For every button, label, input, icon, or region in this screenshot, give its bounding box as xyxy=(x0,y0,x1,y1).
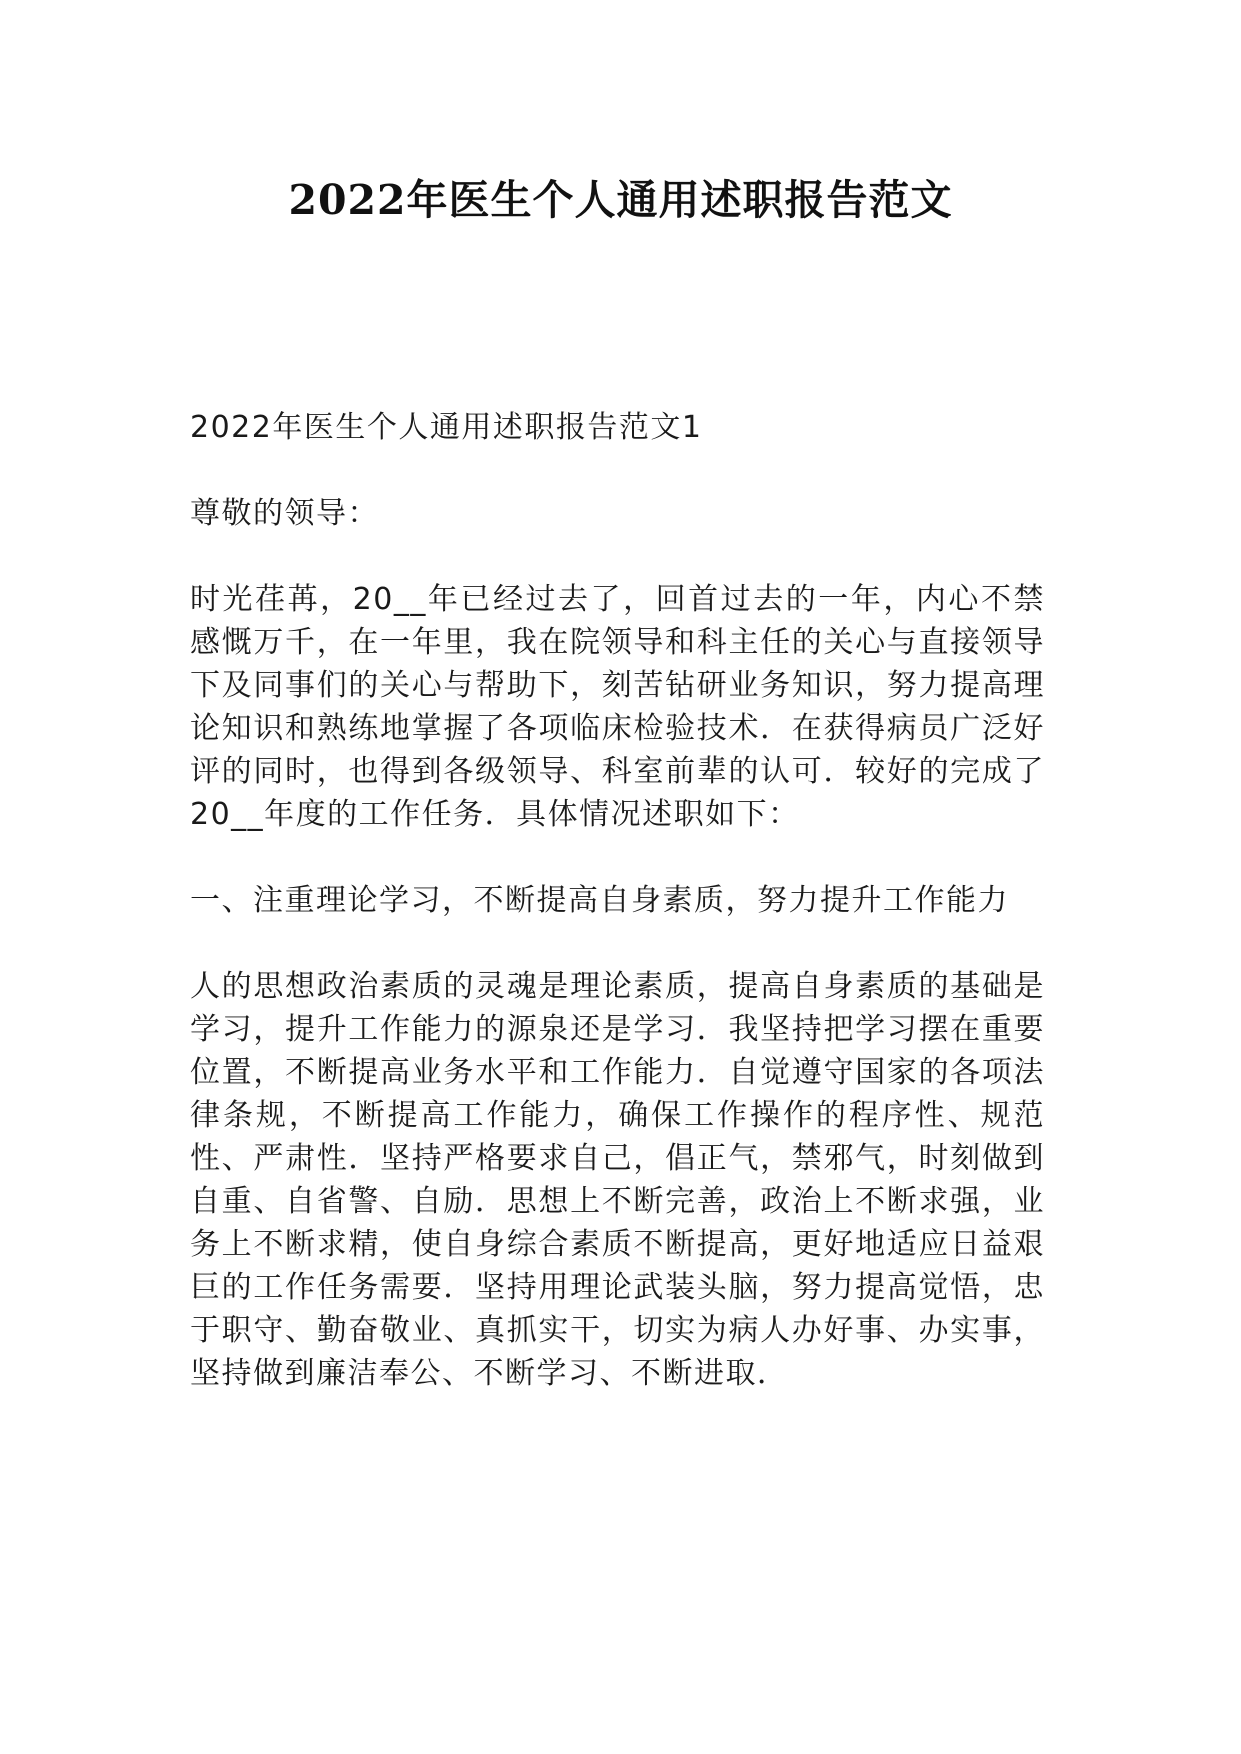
section-heading: 2022年医生个人通用述职报告范文1 xyxy=(190,410,703,445)
paragraph-theory-study: 人的思想政治素质的灵魂是理论素质，提高自身素质的基础是学习，提升工作能力的源泉还是学习．我坚持把学习摆在重要位置，不断提高业务水平和工作能力．自觉遵守国家的各项法律条规，不断提高工作能力，确保工作操作的程序性、规范性、严肃性．坚持严格要求自己，倡正气，禁邪气，时刻做到自重、自省警、自励．思想上不断完善，政治上不断求强，业务上不断求精，使自身综合素质不断提高，更好地适应日益艰巨的工作任务需要．坚持用理论武装头脑，努力提高觉悟，忠于职守、勤奋敬业、真抓实干，切实为病人办好事、办实事，坚持做到廉洁奉公、不断学习、不断进取． xyxy=(190,969,1045,1391)
salutation: 尊敬的领导： xyxy=(190,496,379,531)
paragraph-intro: 时光荏苒，20__年已经过去了，回首过去的一年，内心不禁感慨万千，在一年里，我在院领导和科主任的关心与直接领导下及同事们的关心与帮助下，刻苦钻研业务知识，努力提高理论知识和熟练地掌握了各项临床检验技术．在获得病员广泛好评的同时，也得到各级领导、科室前辈的认可．较好的完成了20__年度的工作任务．具体情况述职如下： xyxy=(190,582,1045,832)
document-title: 2022年医生个人通用述职报告范文 xyxy=(288,176,953,224)
paragraph-heading-one: 一、注重理论学习，不断提高自身素质，努力提升工作能力 xyxy=(190,883,1009,918)
document-body xyxy=(190,406,1045,1438)
